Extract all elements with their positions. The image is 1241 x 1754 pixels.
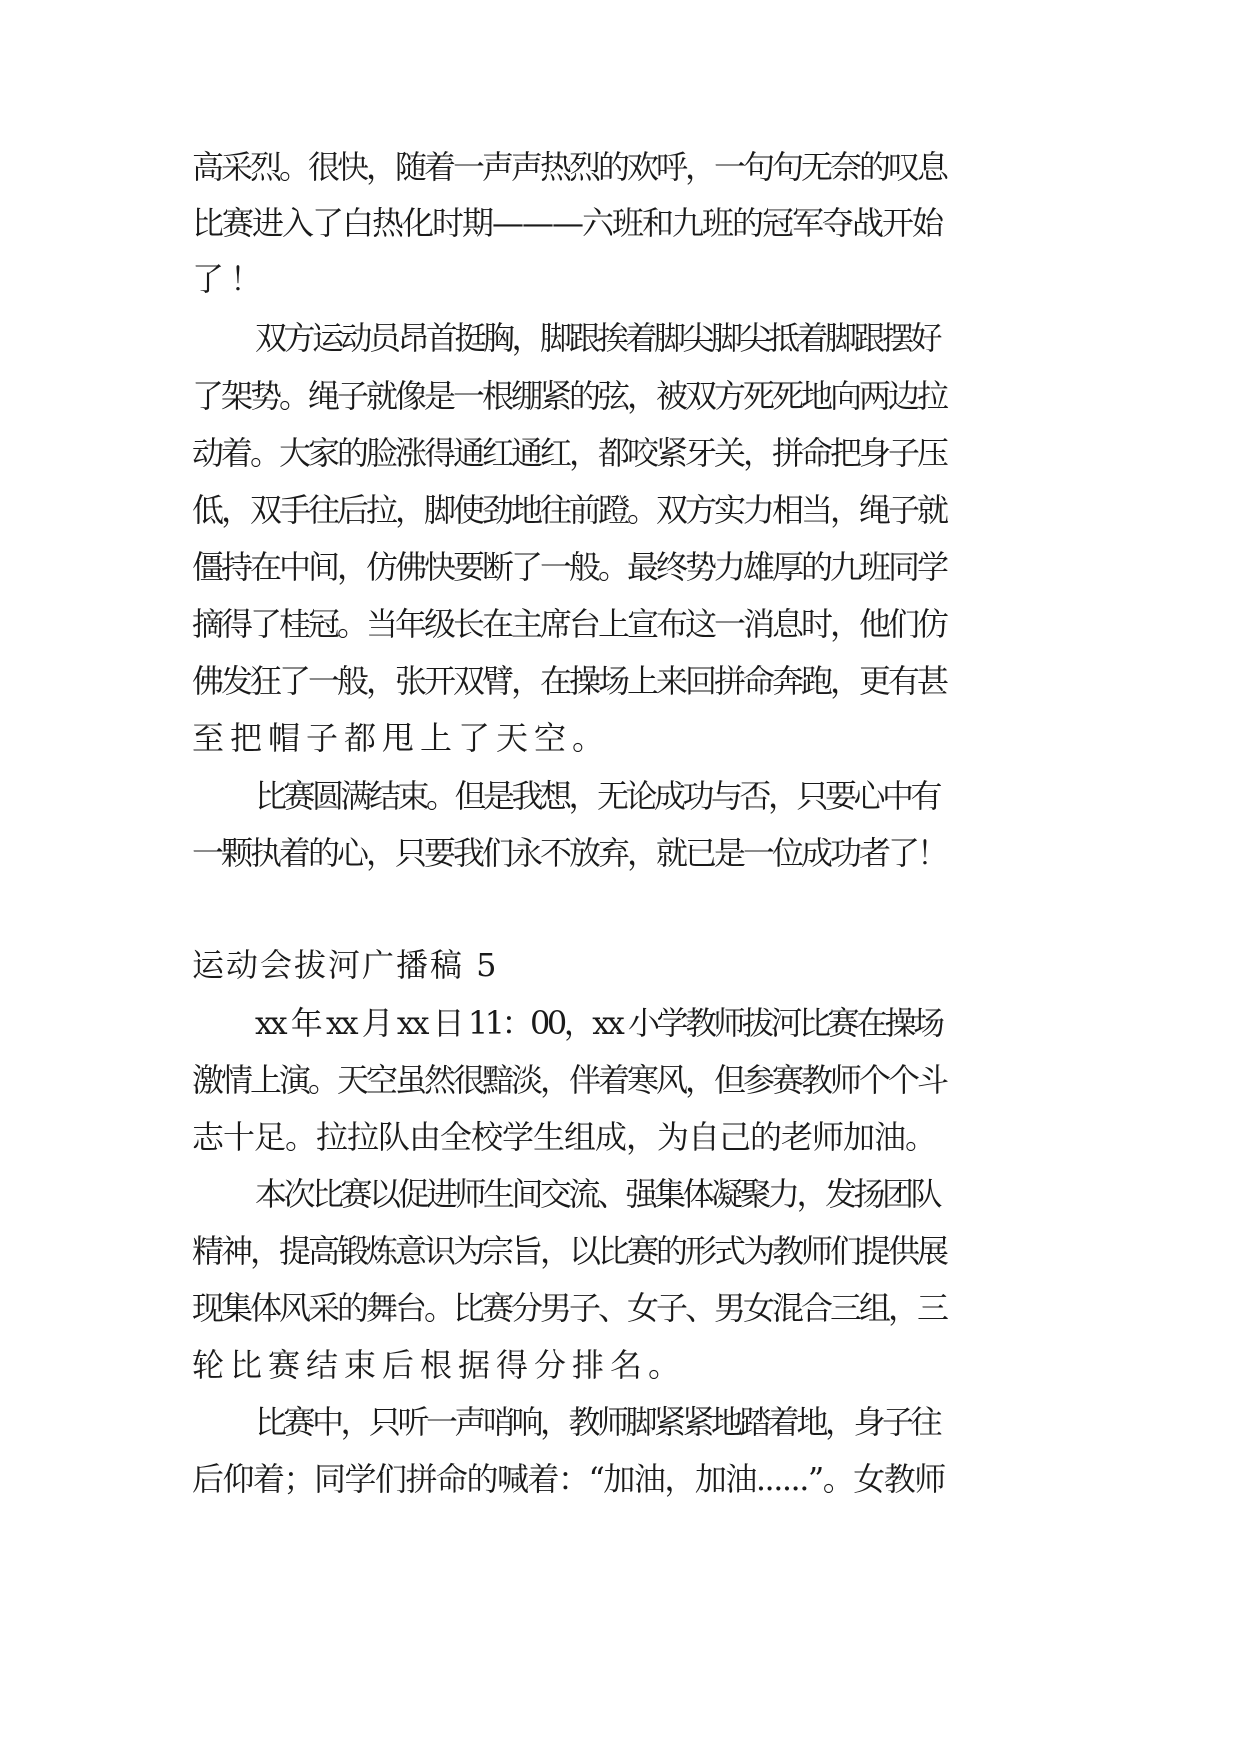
text-line: xx 年 xx 月 xx 日 11：00，xx 小学教师拔河比赛在操场 bbox=[255, 1004, 942, 1042]
text-line: 双方运动员昂首挺胸，脚跟挨着脚尖脚尖抵着脚跟摆好 bbox=[255, 319, 940, 357]
text-line: 精神，提高锻炼意识为宗旨，以比赛的形式为教师们提供展 bbox=[192, 1232, 947, 1270]
text-line: 激情上演。天空虽然很黯淡，伴着寒风，但参赛教师个个斗 bbox=[192, 1061, 947, 1099]
text-line: 了架势。绳子就像是一根绷紧的弦，被双方死死地向两边拉 bbox=[192, 377, 947, 415]
text-line: 动着。大家的脸涨得通红通红，都咬紧牙关，拼命把身子压 bbox=[192, 434, 947, 472]
text-line: 后仰着；同学们拼命的喊着：“加油，加油......”。女教师 bbox=[192, 1460, 945, 1498]
text-line: 比赛中，只听一声哨响，教师脚紧紧地踏着地，身子往 bbox=[255, 1403, 940, 1441]
text-line: 一颗执着的心，只要我们永不放弃，就已是一位成功者了！ bbox=[192, 834, 947, 872]
section-heading: 运动会拔河广播稿 5 bbox=[192, 946, 499, 984]
text-line: 佛发狂了一般，张开双臂，在操场上来回拼命奔跑，更有甚 bbox=[192, 662, 947, 700]
text-line: 轮比赛结束后根据得分排名。 bbox=[192, 1346, 687, 1384]
text-line: 高采烈。很快，随着一声声热烈的欢呼，一句句无奈的叹息 bbox=[192, 148, 947, 186]
text-line: 志十足。拉拉队由全校学生组成，为自己的老师加油。 bbox=[192, 1118, 937, 1156]
text-line: 现集体风采的舞台。比赛分男子、女子、男女混合三组，三 bbox=[192, 1289, 947, 1327]
text-line: 了！ bbox=[192, 260, 269, 298]
text-line: 至把帽子都甩上了天空。 bbox=[192, 719, 611, 757]
text-line: 比赛进入了白热化时期———六班和九班的冠军夺战开始 bbox=[192, 204, 943, 242]
text-line: 僵持在中间，仿佛快要断了一般。最终势力雄厚的九班同学 bbox=[192, 548, 947, 586]
text-line: 比赛圆满结束。但是我想，无论成功与否，只要心中有 bbox=[255, 777, 940, 815]
text-line: 本次比赛以促进师生间交流、强集体凝聚力，发扬团队 bbox=[255, 1175, 940, 1213]
text-line: 低，双手往后拉，脚使劲地往前蹬。双方实力相当，绳子就 bbox=[192, 491, 947, 529]
text-line: 摘得了桂冠。当年级长在主席台上宣布这一消息时，他们仿 bbox=[192, 605, 947, 643]
